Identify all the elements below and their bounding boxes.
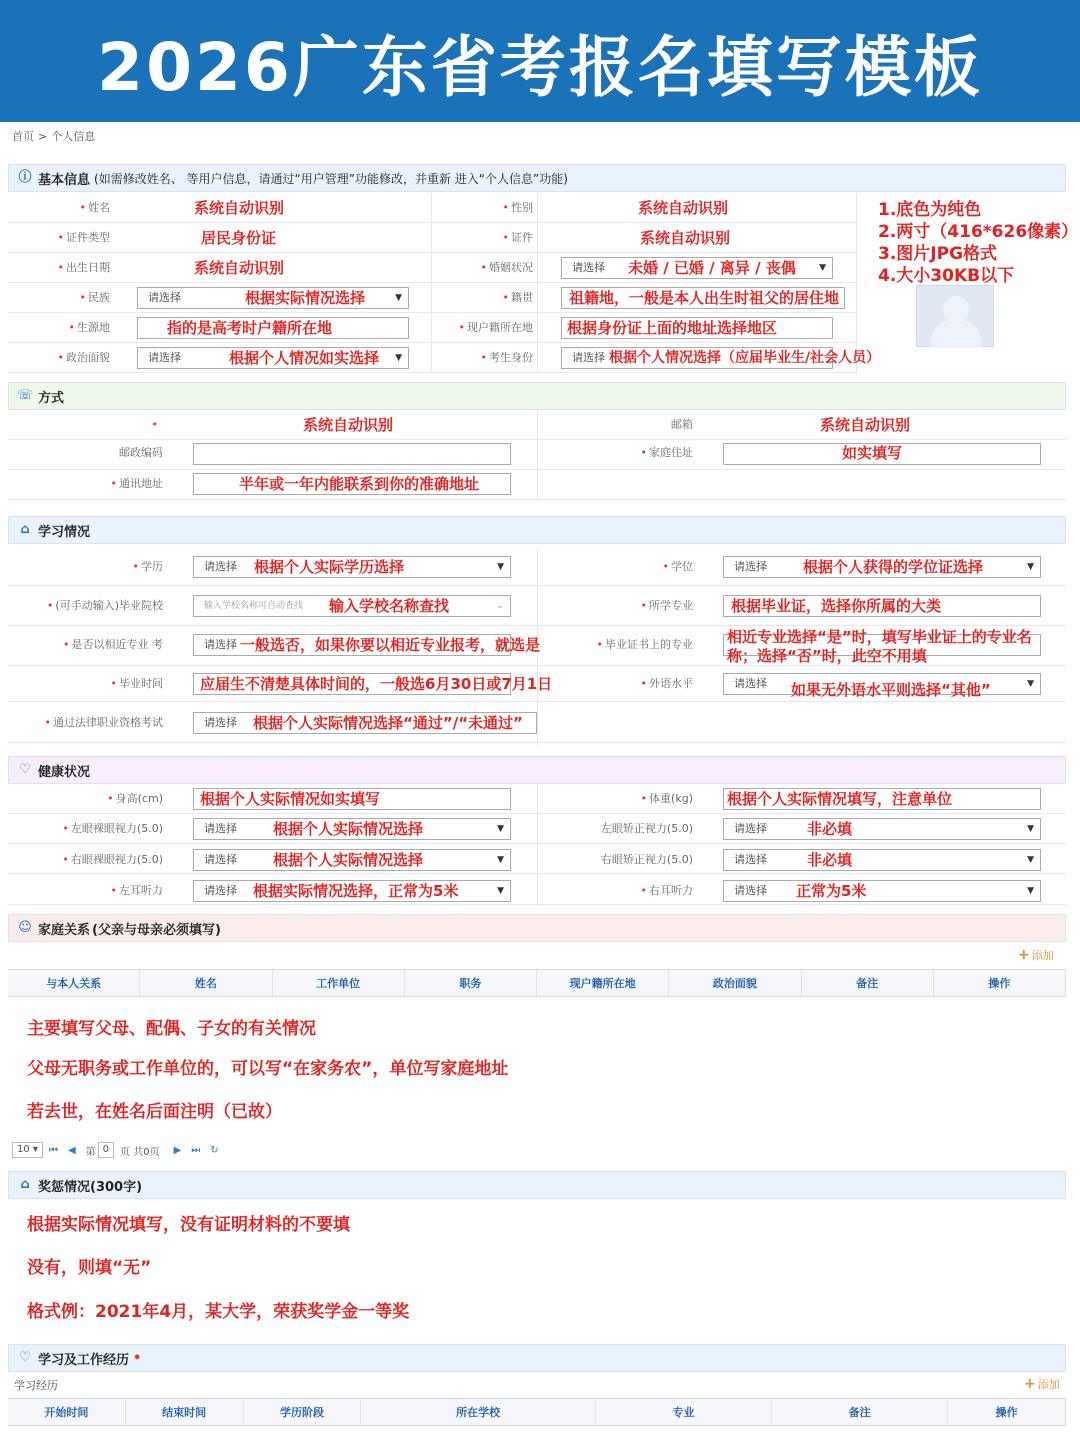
experience-add-button[interactable]: + 添加 [1024, 1376, 1060, 1392]
degree-select[interactable]: 请选择 ▼ [723, 556, 1041, 578]
table-header-cell[interactable]: 结束时间 [126, 1399, 244, 1425]
chevron-down-icon: ▼ [395, 353, 402, 363]
field-label: • 体重(kg) [640, 792, 693, 805]
table-header-cell[interactable]: 与本人关系 [8, 970, 140, 996]
chevron-down-icon: ▼ [1027, 855, 1034, 865]
awards-note: 没有，则填“无” [27, 1258, 152, 1278]
major-value: 根据毕业证，选择你所属的大类 [731, 597, 942, 615]
field-label: • 婚姻状况 [480, 261, 533, 274]
section-experience-title: 学习及工作经历 [38, 1352, 130, 1368]
field-label: • 左眼裸眼视力(5.0) [62, 822, 163, 835]
experience-subtitle: 学习经历 [14, 1379, 58, 1392]
form-row [8, 705, 1066, 743]
table-header-cell: 操作 [934, 970, 1066, 996]
field-label: 右眼矫正视力(5.0) [600, 853, 693, 866]
right-eye-corrected-select[interactable]: 请选择 ▼ [723, 849, 1041, 871]
section-family-note: (父亲与母亲必须填写) [92, 922, 221, 938]
section-basic-note: (如需修改姓名、 等用户信息，请通过“用户管理”功能修改，并重新 进入“个人信息”功能) [94, 171, 568, 186]
award-icon: ⌂ [20, 1177, 30, 1192]
form-row [8, 470, 1066, 500]
form-row [8, 193, 856, 223]
height-value: 根据个人实际情况如实填写 [200, 790, 381, 808]
page-input[interactable]: 0 [98, 1142, 114, 1158]
field-label: 左眼矫正视力(5.0) [600, 822, 693, 835]
chevron-down-icon: ▼ [1027, 886, 1034, 896]
chevron-down-icon: ▼ [1027, 562, 1034, 572]
table-header-cell[interactable]: 姓名 [140, 970, 272, 996]
left-eye-corrected-value: 非必填 [807, 820, 853, 838]
page-prefix: 第 [85, 1146, 96, 1158]
gender-value: 系统自动识别 [638, 199, 729, 217]
similar-major-value: 一般选否，如果你要以相近专业报考，就选是 [240, 636, 541, 654]
breadcrumb-separator: > [38, 130, 48, 143]
school-select[interactable]: 输入学校名称可自动查找 ⌄ [193, 595, 511, 617]
education-value: 根据个人实际学历选择 [254, 558, 405, 576]
law-exam-value: 根据个人实际情况选择“通过”/“未通过” [253, 714, 523, 732]
photo-note: 4.大小30KB以下 [878, 266, 1015, 286]
table-header-cell[interactable]: 工作单位 [273, 970, 405, 996]
field-label: • 身高(cm) [107, 792, 163, 805]
field-label: • 现户籍所在地 [458, 321, 533, 334]
home-address-value: 如实填写 [842, 444, 903, 462]
section-contact [8, 382, 1066, 410]
table-header-cell[interactable]: 开始时间 [8, 1399, 126, 1425]
heart-icon: ♡ [19, 1350, 31, 1365]
marriage-value: 未婚 / 已婚 / 离异 / 丧偶 [628, 259, 796, 277]
id-number-value: 系统自动识别 [640, 229, 731, 247]
field-label: • 所学专业 [640, 599, 693, 612]
cert-major-value: 相近专业选择“是”时，填写毕业证上的专业名称；选择“否”时，此空不用填 [727, 628, 1032, 665]
awards-note: 根据实际情况填写，没有证明材料的不要填 [27, 1215, 350, 1235]
last-page-icon[interactable]: ⏭ [191, 1144, 201, 1156]
family-table-header [8, 969, 1066, 997]
photo-note: 2.两寸（416*626像素） [878, 222, 1079, 242]
photo-note: 1.底色为纯色 [878, 200, 982, 220]
left-eye-value: 根据个人实际情况选择 [273, 820, 424, 838]
left-eye-select[interactable]: 请选择 ▼ [193, 818, 511, 840]
field-label: • 政治面貌 [57, 351, 110, 364]
name-value: 系统自动识别 [194, 199, 285, 217]
field-label: • 通过法律职业资格考试 [44, 716, 163, 729]
field-label: • 籍贯 [502, 291, 533, 304]
section-basic-title: 基本信息 [38, 172, 91, 188]
table-header-cell[interactable]: 现户籍所在地 [537, 970, 669, 996]
ethnicity-value: 根据实际情况选择 [245, 289, 366, 307]
pagination [12, 1141, 229, 1159]
grad-time-value: 应届生不清楚具体时间的，一般选6月30日或7月1日 [200, 675, 553, 693]
section-contact-title: 方式 [38, 390, 65, 406]
marriage-select[interactable]: 请选择 ▼ [561, 257, 833, 279]
family-note: 主要填写父母、配偶、子女的有关情况 [27, 1019, 316, 1039]
ethnicity-select[interactable]: 请选择 ▼ [137, 287, 409, 309]
school-value: 输入学校名称查找 [329, 597, 450, 615]
field-label: • 左耳听力 [110, 884, 163, 897]
right-eye-corrected-value: 非必填 [807, 851, 853, 869]
page-banner [0, 0, 1080, 122]
field-label: • 民族 [79, 291, 110, 304]
household-value: 根据身份证上面的地址选择地区 [567, 319, 778, 337]
awards-note: 格式例：2021年4月，某大学，荣获奖学金一等奖 [27, 1302, 410, 1322]
field-label: • 通讯地址 [110, 477, 163, 490]
id-type-value: 居民身份证 [201, 229, 277, 247]
chevron-down-icon: ⌄ [496, 601, 504, 611]
field-label: • 右耳听力 [640, 884, 693, 897]
field-label: • 毕业证书上的专业 [596, 638, 693, 651]
identity-value: 根据个人情况选择（应届毕业生/社会人员） [609, 350, 881, 366]
right-eye-value: 根据个人实际情况选择 [273, 851, 424, 869]
table-header-cell[interactable]: 专业 [596, 1399, 772, 1425]
table-header-cell[interactable]: 备注 [772, 1399, 948, 1425]
birth-value: 系统自动识别 [194, 259, 285, 277]
page-title: 2026广东省考报名填写模板 [97, 28, 983, 106]
page-size-select[interactable]: 10 ▾ [12, 1142, 43, 1158]
photo-note: 3.图片JPG格式 [878, 244, 998, 264]
breadcrumb-home[interactable]: 首页 [12, 130, 34, 143]
education-select[interactable]: 请选择 ▼ [193, 556, 511, 578]
section-experience [8, 1344, 1066, 1372]
refresh-icon[interactable]: ↻ [210, 1144, 219, 1156]
prev-page-icon[interactable]: ◀ [67, 1144, 76, 1156]
degree-value: 根据个人获得的学位证选择 [803, 558, 984, 576]
phone-value: 系统自动识别 [303, 416, 394, 434]
left-ear-value: 根据实际情况选择，正常为5米 [253, 882, 459, 900]
section-health-title: 健康状况 [38, 764, 91, 780]
plus-icon: + [1018, 947, 1030, 963]
field-label: • 是否以相近专业 考 [63, 638, 163, 651]
chevron-down-icon: ▼ [819, 263, 826, 273]
section-health [8, 756, 1066, 784]
field-label: • 毕业时间 [110, 677, 163, 690]
language-select[interactable]: 请选择 ▼ [723, 673, 1041, 695]
right-ear-select[interactable]: 请选择 ▼ [723, 880, 1041, 902]
left-ear-select[interactable]: 请选择 ▼ [193, 880, 511, 902]
language-value: 如果无外语水平则选择“其他” [791, 681, 991, 699]
family-note: 若去世，在姓名后面注明（已故） [27, 1102, 282, 1122]
field-label: • 出生日期 [57, 261, 110, 274]
similar-major-select[interactable]: 请选择 [193, 634, 511, 656]
political-value: 根据个人情况如实选择 [229, 349, 380, 367]
required-mark: • [133, 1350, 142, 1366]
field-label: • 生源地 [68, 321, 110, 334]
section-family-title: 家庭关系 [38, 922, 91, 938]
page-total: 页 共0页 [120, 1146, 160, 1158]
table-header-cell[interactable]: 政治面貌 [669, 970, 801, 996]
photo-notes [878, 199, 1078, 287]
table-header-cell[interactable]: 学历阶段 [244, 1399, 362, 1425]
user-circle-icon: ⓘ [18, 170, 32, 185]
people-icon: ☺ [18, 920, 32, 935]
field-label: • 学历 [132, 560, 163, 573]
section-study [8, 516, 1066, 544]
field-label: 邮政编码 [119, 446, 163, 459]
breadcrumb-current: 个人信息 [51, 130, 96, 143]
chevron-down-icon: ▼ [497, 562, 504, 572]
avatar-body-icon [931, 320, 981, 348]
field-label: • 家庭住址 [640, 446, 693, 459]
plus-icon: + [1024, 1376, 1036, 1392]
field-label: • 考生身份 [480, 351, 533, 364]
chevron-down-icon: ▼ [1027, 824, 1034, 834]
law-exam-select[interactable]: 请选择 [193, 712, 537, 734]
chevron-down-icon: ▼ [395, 293, 402, 303]
mail-address-value: 半年或一年内能联系到你的准确地址 [239, 475, 480, 493]
political-select[interactable]: 请选择 ▼ [137, 347, 409, 369]
photo-placeholder[interactable] [916, 285, 994, 347]
birthplace-value: 指的是高考时户籍所在地 [167, 319, 333, 337]
email-value: 系统自动识别 [820, 416, 911, 434]
field-label: • 证件类型 [57, 231, 110, 244]
experience-table-header [8, 1398, 1066, 1426]
table-header-cell[interactable]: 所在学校 [361, 1399, 596, 1425]
field-label: 邮箱 [671, 418, 693, 431]
field-label: • (可手动输入)毕业院校 [46, 599, 163, 612]
right-eye-select[interactable]: 请选择 ▼ [193, 849, 511, 871]
chevron-down-icon: ▼ [497, 824, 504, 834]
field-label: • [151, 418, 158, 431]
table-header-cell[interactable]: 职务 [405, 970, 537, 996]
section-family [8, 914, 1066, 942]
first-page-icon[interactable]: ⏮ [48, 1144, 58, 1156]
left-eye-corrected-select[interactable]: 请选择 ▼ [723, 818, 1041, 840]
native-value: 祖籍地，一般是本人出生时祖父的居住地 [569, 289, 840, 307]
phone-icon: ☏ [17, 388, 34, 403]
section-awards-title: 奖惩情况(300字) [38, 1179, 143, 1195]
table-header-cell: 操作 [948, 1399, 1066, 1425]
right-ear-value: 正常为5米 [796, 882, 867, 900]
field-label: • 右眼裸眼视力(5.0) [62, 853, 163, 866]
heart-icon: ♡ [19, 762, 31, 777]
field-label: • 外语水平 [640, 677, 693, 690]
chevron-down-icon: ▼ [1027, 679, 1034, 689]
field-label: • 学位 [662, 560, 693, 573]
section-awards [8, 1171, 1066, 1199]
identity-select[interactable]: 请选择 [561, 347, 833, 369]
family-note: 父母无职务或工作单位的，可以写“在家务农”，单位写家庭地址 [27, 1059, 509, 1079]
breadcrumb [12, 128, 95, 144]
field-label: • 证件 [502, 231, 533, 244]
chevron-down-icon: ▼ [497, 886, 504, 896]
zip-input[interactable] [193, 443, 511, 465]
section-basic-info [8, 164, 1066, 192]
avatar-head-icon [943, 296, 969, 322]
field-label: • 性别 [502, 201, 533, 214]
weight-value: 根据个人实际情况填写，注意单位 [727, 790, 953, 808]
field-label: • 姓名 [79, 201, 110, 214]
section-study-title: 学习情况 [38, 524, 91, 540]
graduation-cap-icon: ⌂ [20, 522, 30, 537]
next-page-icon[interactable]: ▶ [173, 1144, 182, 1156]
family-add-button[interactable]: + 添加 [1018, 947, 1054, 963]
table-header-cell[interactable]: 备注 [802, 970, 934, 996]
chevron-down-icon: ▼ [497, 855, 504, 865]
